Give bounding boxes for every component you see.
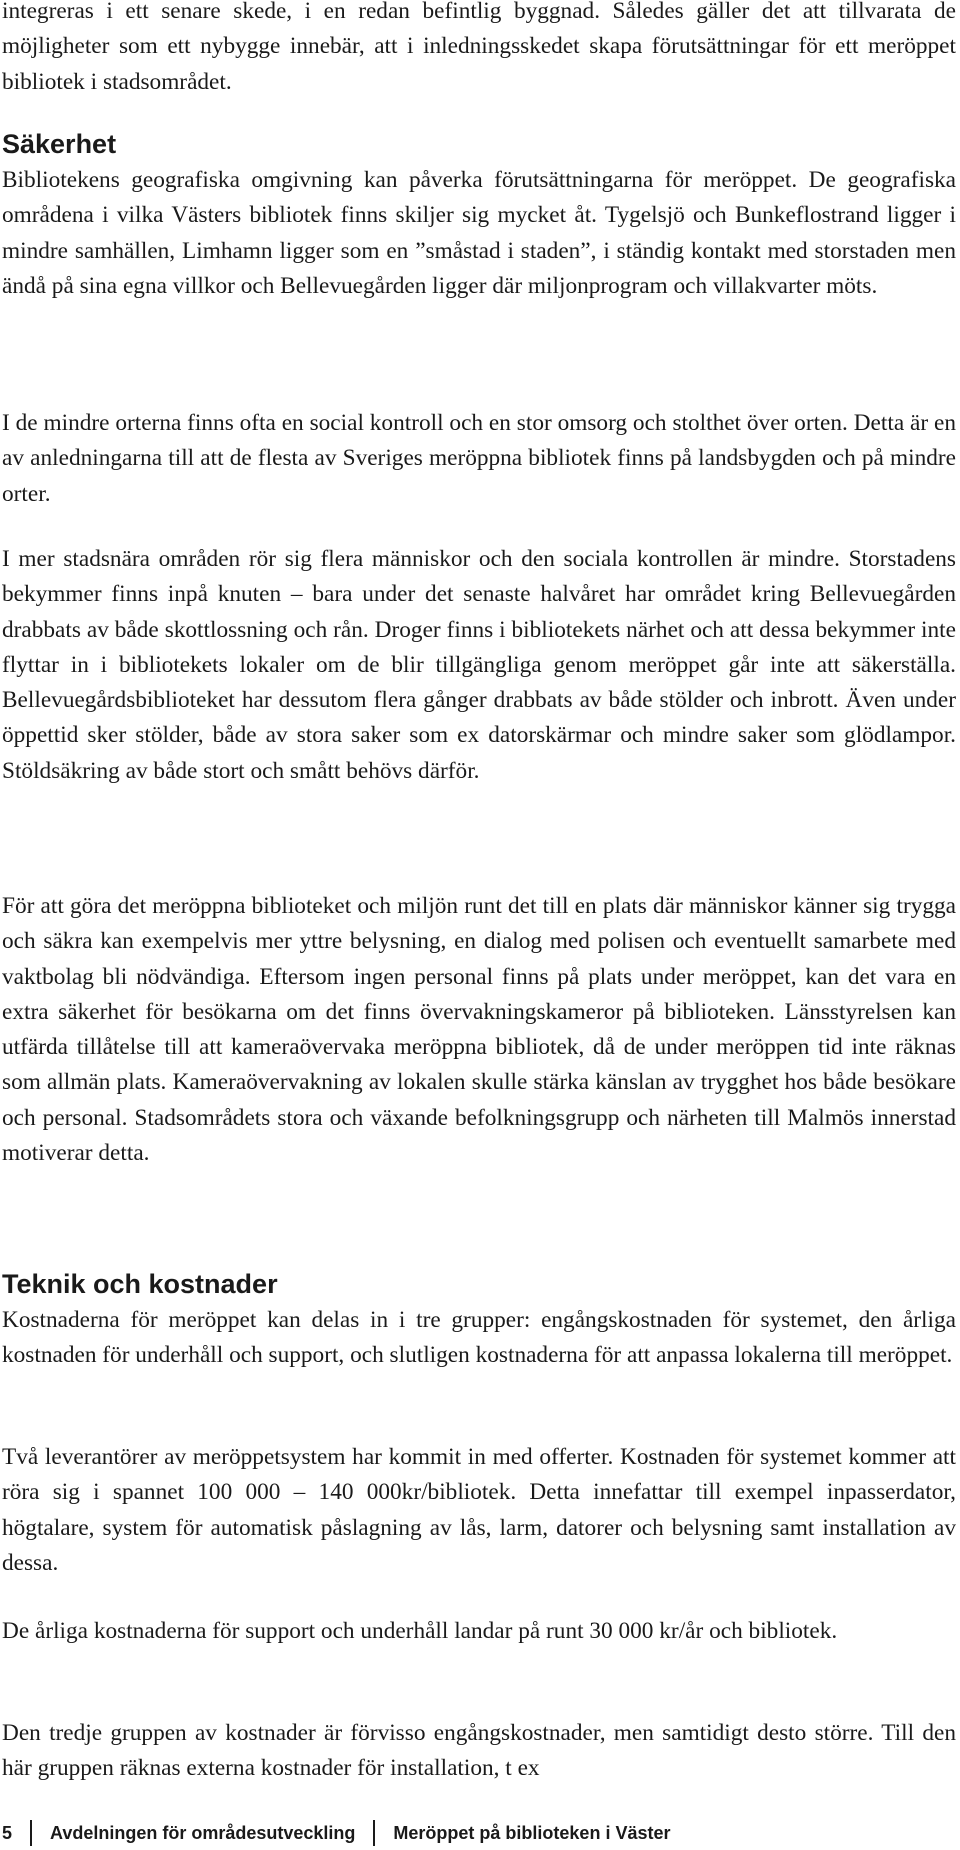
footer-department: Avdelningen för områdesutveckling	[50, 1822, 356, 1843]
intro-paragraph: integreras i ett senare skede, i en redan befintlig byggnad. Således gäller det att tillvarata de möjligheter som ett nybygge innebär, att i inledningsskedet skapa förutsättningar för ett meröppet bibliotek i stadsområdet.	[2, 0, 956, 95]
sakerhet-paragraph-3: I mer stadsnära områden rör sig flera människor och den sociala kontrollen är mindre. Storstadens bekymmer finns inpå knuten – bara under det senaste halvåret har området kring Bellevuegården drabbats av både skottlossning och rån. Droger finns i bibliotekets närhet och att dessa bekymmer inte flyttar in i bibliotekets lokaler om de blir tillgängliga genom meröppet går inte att säkerställa. Bellevuegårdsbiblioteket har dessutom flera gånger drabbats av både stölder och inbrott. Även under öppettid sker stölder, både av stora saker som ex datorskärmar och mindre saker som glödlampor. Stöldsäkring av både stort och smått behövs därför.	[2, 546, 956, 784]
teknik-paragraph-4: Den tredje gruppen av kostnader är förvisso engångskostnader, men samtidigt desto större. Till den här gruppen räknas externa kostnader för installation, t ex	[2, 1720, 956, 1782]
footer-divider	[373, 1820, 375, 1846]
footer-divider	[30, 1820, 32, 1846]
teknik-paragraph-3: De årliga kostnaderna för support och underhåll landar på runt 30 000 kr/år och bibliotek.	[2, 1618, 838, 1644]
sakerhet-paragraph-1: Bibliotekens geografiska omgivning kan påverka förutsättningarna för meröppet. De geografiska områdena i vilka Västers bibliotek finns skiljer sig mycket åt. Tygelsjö och Bunkeflostrand ligger i mindre samhällen, Limhamn ligger som en ”småstad i staden”, i ständig kontakt med storstaden men ändå på sina egna villkor och Bellevuegården ligger där miljonprogram och villakvarter möts.	[2, 167, 956, 299]
section-heading-teknik: Teknik och kostnader	[2, 1269, 278, 1299]
page-number: 5	[2, 1822, 13, 1843]
section-heading-sakerhet: Säkerhet	[2, 129, 117, 159]
page-footer	[2, 1817, 670, 1849]
footer-document-title: Meröppet på biblioteken i Väster	[393, 1822, 671, 1843]
sakerhet-paragraph-2: I de mindre orterna finns ofta en social kontroll och en stor omsorg och stolthet över orten. Detta är en av anledningarna till att de flesta av Sveriges meröppna bibliotek finns på landsbygden och på mindre orter.	[2, 410, 956, 507]
teknik-paragraph-1: Kostnaderna för meröppet kan delas in i tre grupper: engångskostnaden för systemet, den årliga kostnaden för underhåll och support, och slutligen kostnaderna för att anpassa lokalerna till meröppet.	[2, 1307, 956, 1369]
teknik-paragraph-2: Två leverantörer av meröppetsystem har kommit in med offerter. Kostnaden för systemet kommer att röra sig i spannet 100 000 – 140 000kr/bibliotek. Detta innefattar till exempel inpasserdator, högtalare, system för automatisk påslagning av lås, larm, datorer och belysning samt installation av dessa.	[2, 1444, 956, 1576]
sakerhet-paragraph-4: För att göra det meröppna biblioteket och miljön runt det till en plats där människor känner sig trygga och säkra kan exempelvis mer yttre belysning, en dialog med polisen och eventuellt samarbete med vaktbolag bli nödvändiga. Eftersom ingen personal finns på plats under meröppet, kan det vara en extra säkerhet för besökarna om det finns övervakningskameror på biblioteken. Länsstyrelsen kan utfärda tillåtelse till att kameraövervaka meröppna bibliotek, då de under meröppen tid inte räknas som allmän plats. Kameraövervakning av lokalen skulle stärka känslan av trygghet hos både besökare och personal. Stadsområdets stora och växande befolkningsgrupp och närheten till Malmös innerstad motiverar detta.	[2, 893, 956, 1167]
